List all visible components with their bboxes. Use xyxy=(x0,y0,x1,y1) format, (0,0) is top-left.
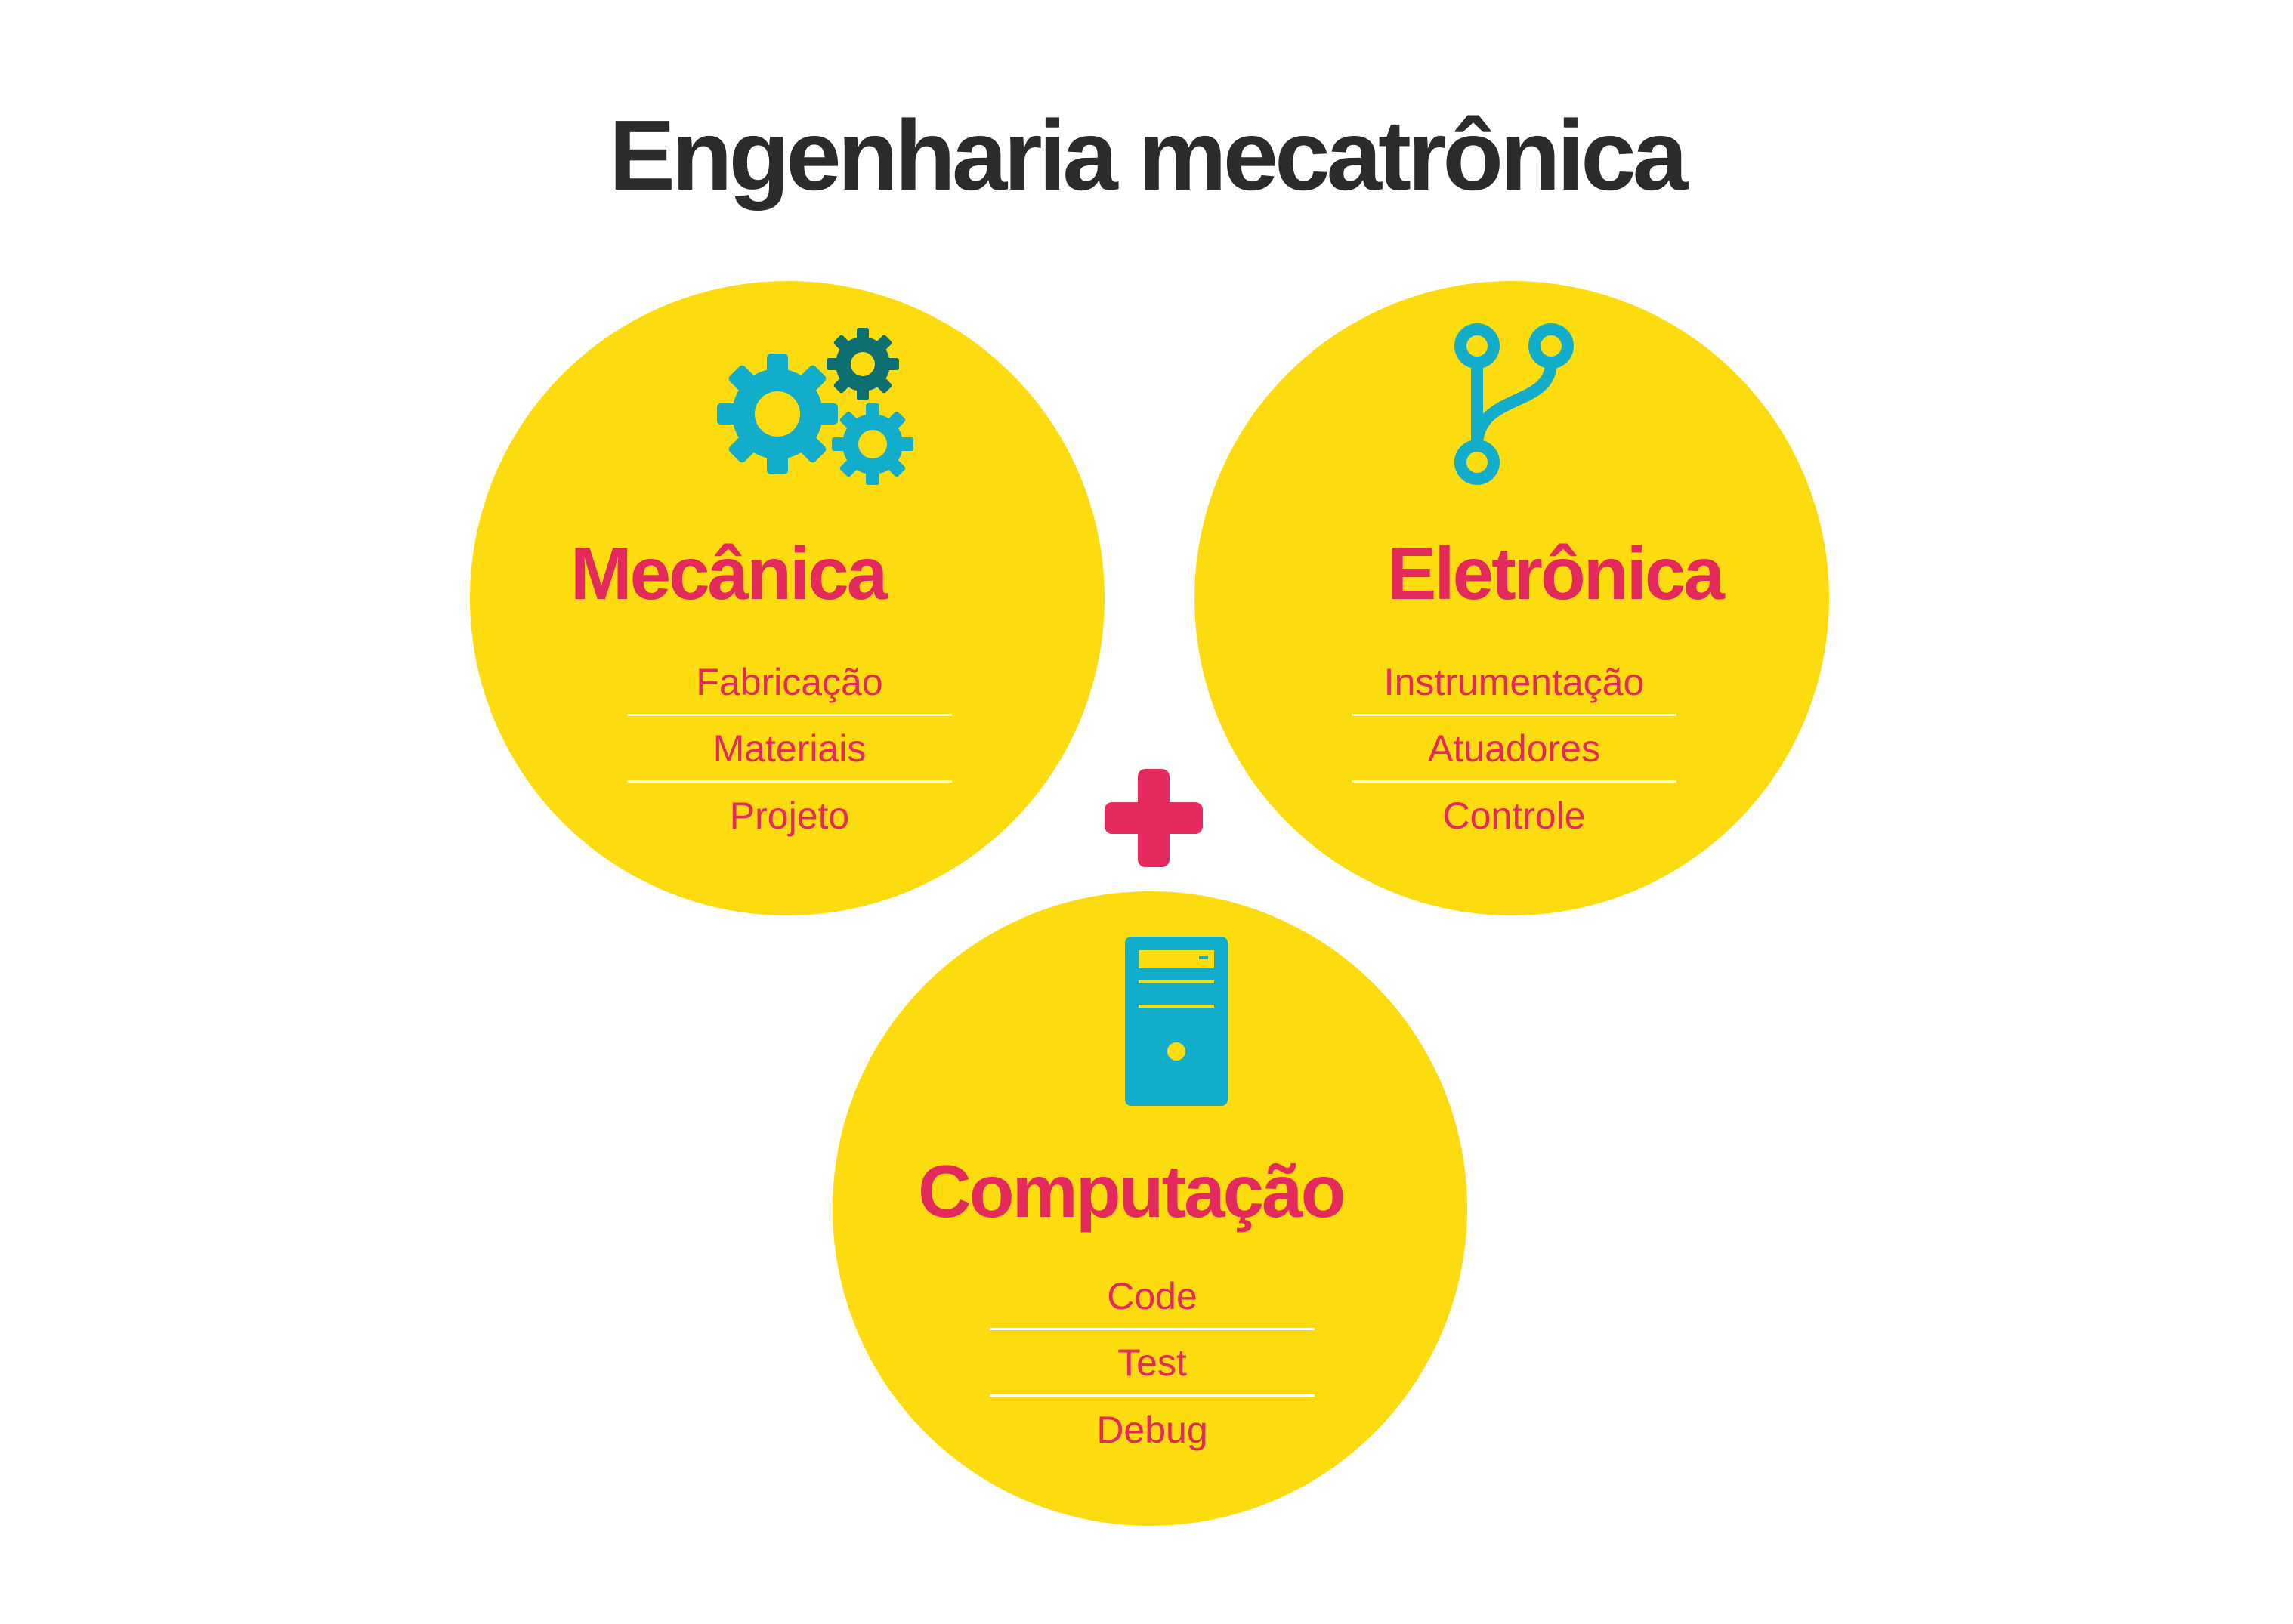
computer-tower-icon xyxy=(1123,935,1229,1109)
list-item: Fabricação xyxy=(627,650,952,716)
computacao-item-list xyxy=(990,1264,1315,1463)
branch-icon xyxy=(1443,317,1587,491)
mecanica-item-list xyxy=(627,650,952,849)
list-item: Instrumentação xyxy=(1352,650,1676,716)
list-item: Debug xyxy=(1096,1409,1208,1451)
list-item: Code xyxy=(990,1264,1315,1330)
mecanica-heading: Mecânica xyxy=(570,532,886,615)
plus-icon xyxy=(1105,769,1203,867)
small-gear-icon xyxy=(832,403,913,485)
gears-icon xyxy=(710,321,937,495)
computacao-heading: Computação xyxy=(918,1150,1344,1233)
list-item: Atuadores xyxy=(1352,716,1676,783)
eletronica-heading: Eletrônica xyxy=(1387,532,1723,615)
page-title: Engenharia mecatrônica xyxy=(608,100,1685,211)
list-item: Controle xyxy=(1442,795,1586,837)
list-item: Test xyxy=(990,1330,1315,1397)
list-item: Projeto xyxy=(729,795,850,837)
large-gear-icon xyxy=(717,354,838,474)
list-item: Materiais xyxy=(627,716,952,783)
eletronica-item-list xyxy=(1352,650,1676,849)
small-dark-gear-icon xyxy=(827,328,899,400)
